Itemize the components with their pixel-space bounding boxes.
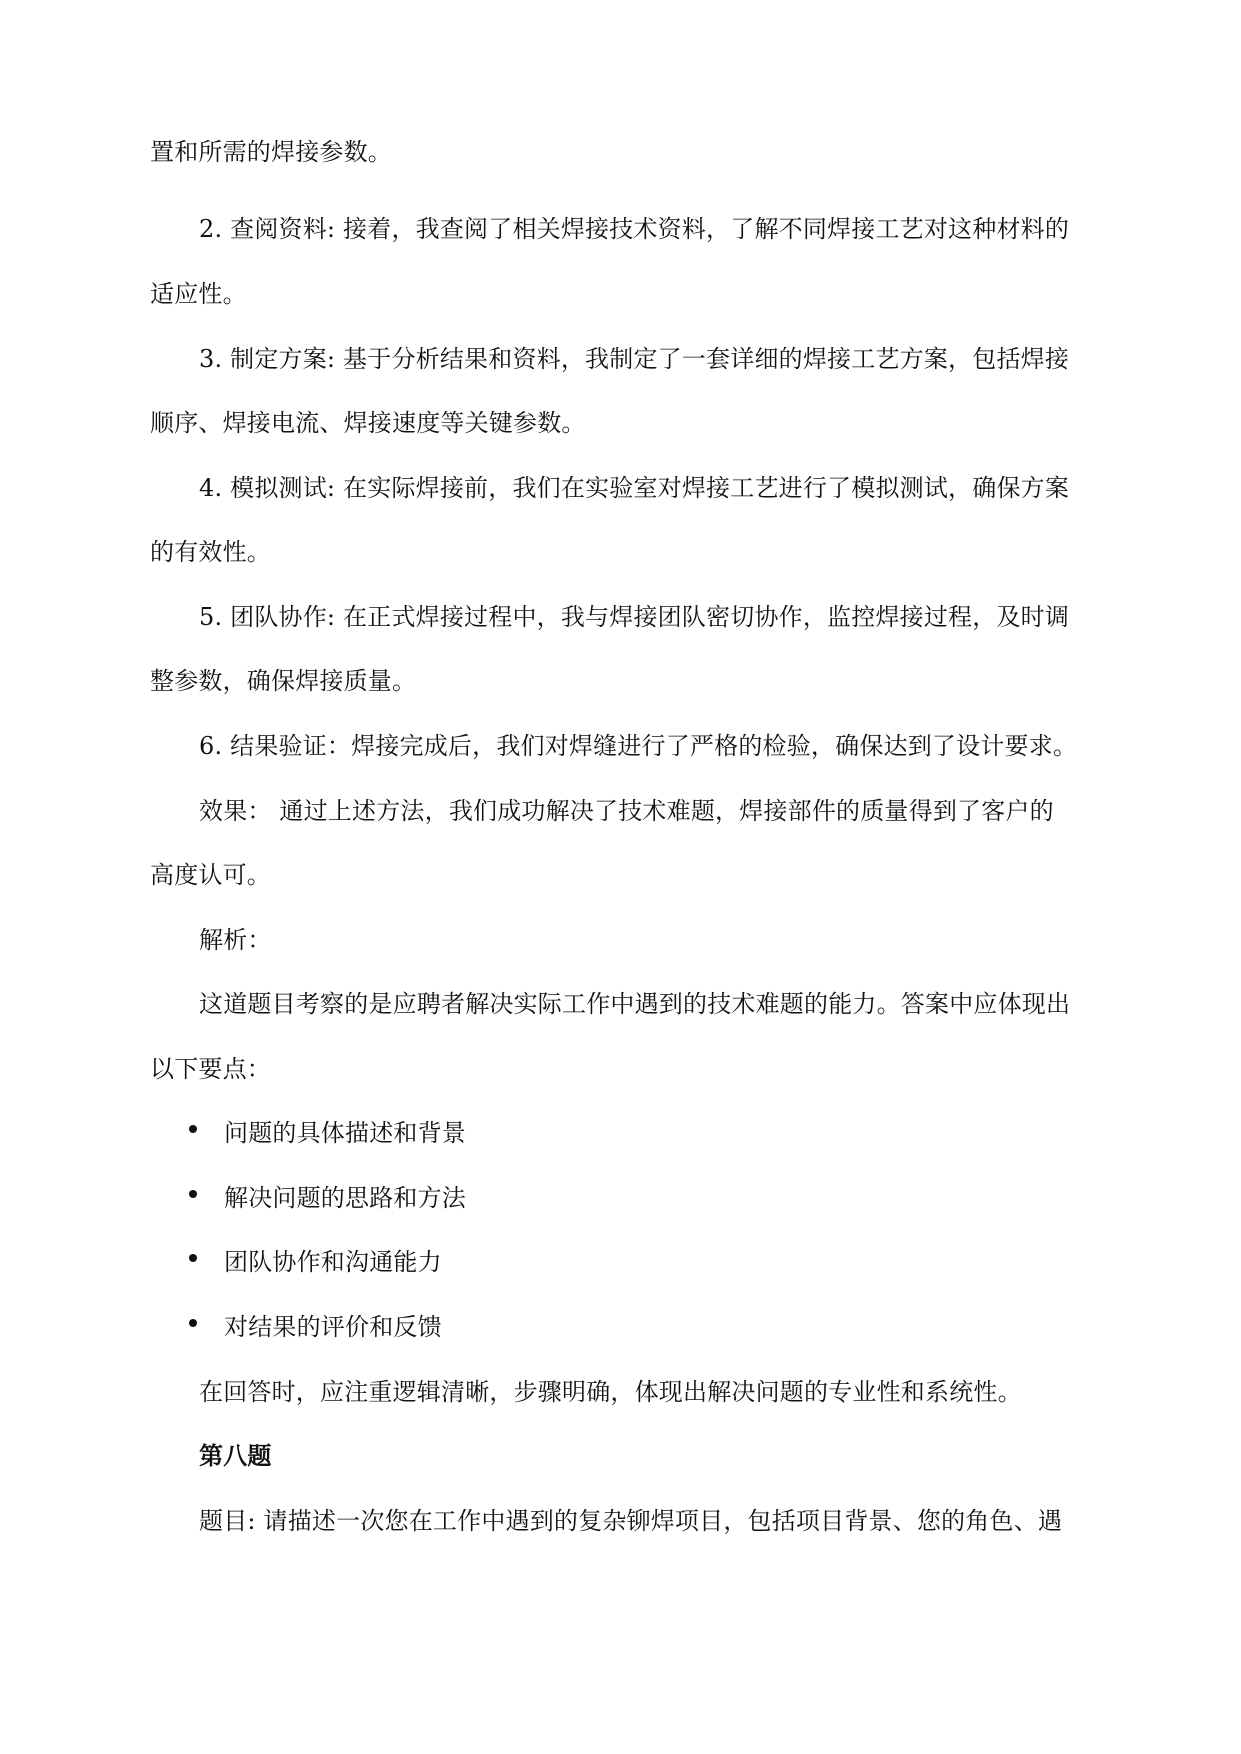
bullet-item: 对结果的评价和反馈 <box>224 1313 442 1341</box>
bullet-item: 解决问题的思路和方法 <box>224 1184 466 1212</box>
bullet-item: 问题的具体描述和背景 <box>224 1119 466 1147</box>
bullet-icon <box>189 1125 197 1133</box>
question-text: 题目: 请描述一次您在工作中遇到的复杂铆焊项目，包括项目背景、您的角色、遇 <box>199 1507 1063 1535</box>
section-label: 解析： <box>199 926 272 954</box>
bullet-item: 团队协作和沟通能力 <box>224 1248 442 1276</box>
paragraph-line: 整参数，确保焊接质量。 <box>150 667 417 695</box>
paragraph-line: 效果： 通过上述方法，我们成功解决了技术难题，焊接部件的质量得到了客户的 <box>199 797 1054 825</box>
bullet-icon <box>189 1254 197 1262</box>
paragraph-line: 2. 查阅资料: 接着，我查阅了相关焊接技术资料，了解不同焊接工艺对这种材料的 <box>199 215 1070 243</box>
paragraph-line: 这道题目考察的是应聘者解决实际工作中遇到的技术难题的能力。答案中应体现出 <box>199 990 1071 1018</box>
question-heading: 第八题 <box>199 1442 272 1470</box>
paragraph-line: 顺序、焊接电流、焊接速度等关键参数。 <box>150 409 586 437</box>
paragraph-line: 适应性。 <box>150 280 247 308</box>
paragraph-line: 6. 结果验证：焊接完成后，我们对焊缝进行了严格的检验，确保达到了设计要求。 <box>199 732 1078 760</box>
bullet-icon <box>189 1190 197 1198</box>
paragraph-line: 4. 模拟测试: 在实际焊接前，我们在实验室对焊接工艺进行了模拟测试，确保方案 <box>199 474 1070 502</box>
bullet-icon <box>189 1319 197 1327</box>
closing-line: 在回答时，应注重逻辑清晰，步骤明确，体现出解决问题的专业性和系统性。 <box>199 1378 1022 1406</box>
paragraph-line: 3. 制定方案: 基于分析结果和资料，我制定了一套详细的焊接工艺方案，包括焊接 <box>199 345 1070 373</box>
paragraph-line: 置和所需的焊接参数。 <box>150 138 392 166</box>
paragraph-line: 以下要点： <box>150 1055 271 1083</box>
paragraph-line: 高度认可。 <box>150 861 271 889</box>
paragraph-line: 5. 团队协作: 在正式焊接过程中，我与焊接团队密切协作，监控焊接过程，及时调 <box>199 603 1070 631</box>
paragraph-line: 的有效性。 <box>150 538 271 566</box>
